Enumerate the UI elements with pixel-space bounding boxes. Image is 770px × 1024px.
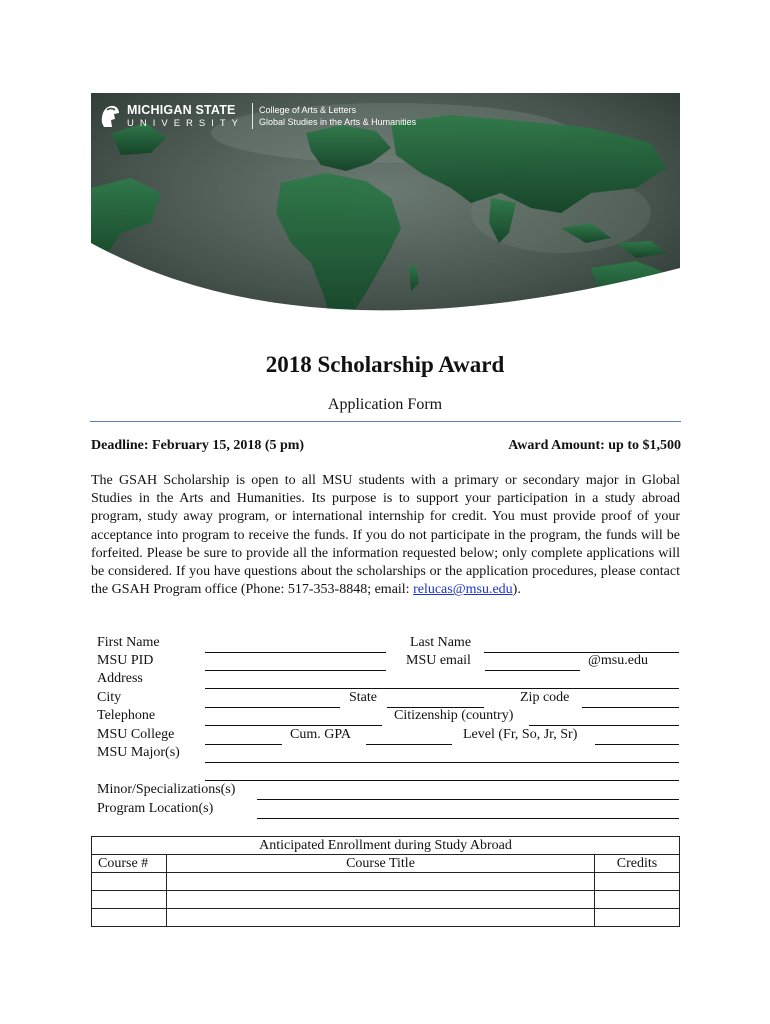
page-subtitle: Application Form — [327, 396, 443, 413]
enrollment-table-header — [92, 855, 680, 873]
intro-text: The GSAH Scholarship is open to all MSU students with a primary or secondary major in Global Studies in the Arts and Humanities. Its purpose is to support your participation in a study abroad program, study away program, or international internship for credit. You must provide proof of your acceptance into program to receive the funds. If you do not participate in the program, the funds will be forfeited. Please be sure to provide all the information requested below; only complete applications will be considered. If you have questions about the scholarships or the application procedures, please contact the GSAH Program office (Phone: 517-353-8848; email: — [91, 473, 680, 598]
header-banner — [91, 93, 680, 334]
deadline-text: Deadline: February 15, 2018 (5 pm) — [91, 438, 305, 453]
enrollment-table-caption: Anticipated Enrollment during Study Abroad — [92, 837, 680, 855]
citizenship-field[interactable] — [529, 725, 679, 726]
msu-email-label: MSU email — [406, 653, 471, 668]
award-amount-text: Award Amount: up to $1,500 — [508, 438, 681, 453]
course-number-cell[interactable] — [92, 891, 167, 909]
course-title-cell[interactable] — [167, 873, 595, 891]
first-name-field[interactable] — [205, 652, 386, 653]
intro-paragraph — [91, 472, 680, 599]
course-number-cell[interactable] — [92, 873, 167, 891]
minor-specializations-label: Minor/Specializations(s) — [97, 782, 236, 797]
address-label: Address — [97, 671, 143, 686]
title-divider — [90, 421, 681, 422]
cum-gpa-label: Cum. GPA — [290, 727, 351, 742]
first-name-label: First Name — [97, 635, 160, 650]
program-location-field[interactable] — [257, 818, 679, 819]
telephone-field[interactable] — [205, 725, 382, 726]
course-title-cell[interactable] — [167, 909, 595, 927]
last-name-field[interactable] — [484, 652, 679, 653]
credits-cell[interactable] — [595, 873, 680, 891]
msu-pid-field[interactable] — [205, 670, 386, 671]
table-row — [92, 909, 680, 927]
city-field[interactable] — [205, 707, 340, 708]
msu-majors-label: MSU Major(s) — [97, 745, 180, 760]
zip-code-field[interactable] — [582, 707, 679, 708]
msu-pid-label: MSU PID — [97, 653, 154, 668]
table-row — [92, 873, 680, 891]
last-name-label: Last Name — [410, 635, 472, 650]
msu-email-field[interactable] — [485, 670, 580, 671]
credits-cell[interactable] — [595, 909, 680, 927]
table-row — [92, 891, 680, 909]
enrollment-table — [91, 836, 680, 927]
state-label: State — [349, 690, 377, 705]
msu-logo — [99, 103, 416, 129]
msu-majors-field[interactable] — [205, 762, 679, 763]
minor-specializations-field[interactable] — [257, 799, 679, 800]
msu-college-field[interactable] — [205, 744, 282, 745]
column-header-course-number: Course # — [92, 855, 167, 873]
logo-divider — [252, 103, 253, 129]
level-label: Level (Fr, So, Jr, Sr) — [463, 727, 578, 742]
citizenship-label: Citizenship (country) — [394, 708, 514, 723]
column-header-credits: Credits — [595, 855, 680, 873]
credits-cell[interactable] — [595, 891, 680, 909]
column-header-course-title: Course Title — [167, 855, 595, 873]
program-location-label: Program Location(s) — [97, 801, 214, 816]
college-line1: College of Arts & Letters — [259, 105, 357, 115]
intro-closing: ). — [512, 582, 521, 598]
university-name — [127, 104, 244, 129]
msu-majors-field-line2[interactable] — [205, 780, 679, 781]
page-title: 2018 Scholarship Award — [265, 352, 505, 377]
zip-code-label: Zip code — [520, 690, 570, 705]
course-number-cell[interactable] — [92, 909, 167, 927]
course-title-cell[interactable] — [167, 891, 595, 909]
world-map-image — [91, 93, 680, 334]
address-field[interactable] — [205, 688, 679, 689]
msu-college-label: MSU College — [97, 727, 175, 742]
level-field[interactable] — [595, 744, 679, 745]
contact-email-link[interactable]: relucas@msu.edu — [413, 582, 513, 598]
msu-email-suffix: @msu.edu — [588, 653, 648, 668]
cum-gpa-field[interactable] — [366, 744, 452, 745]
city-label: City — [97, 690, 122, 705]
spartan-helmet-icon — [99, 103, 121, 129]
telephone-label: Telephone — [97, 708, 156, 723]
university-name-line1: MICHIGAN STATE — [127, 102, 236, 117]
university-name-line2: UNIVERSITY — [127, 118, 245, 129]
college-line2: Global Studies in the Arts & Humanities — [259, 117, 417, 127]
college-name — [259, 104, 416, 128]
